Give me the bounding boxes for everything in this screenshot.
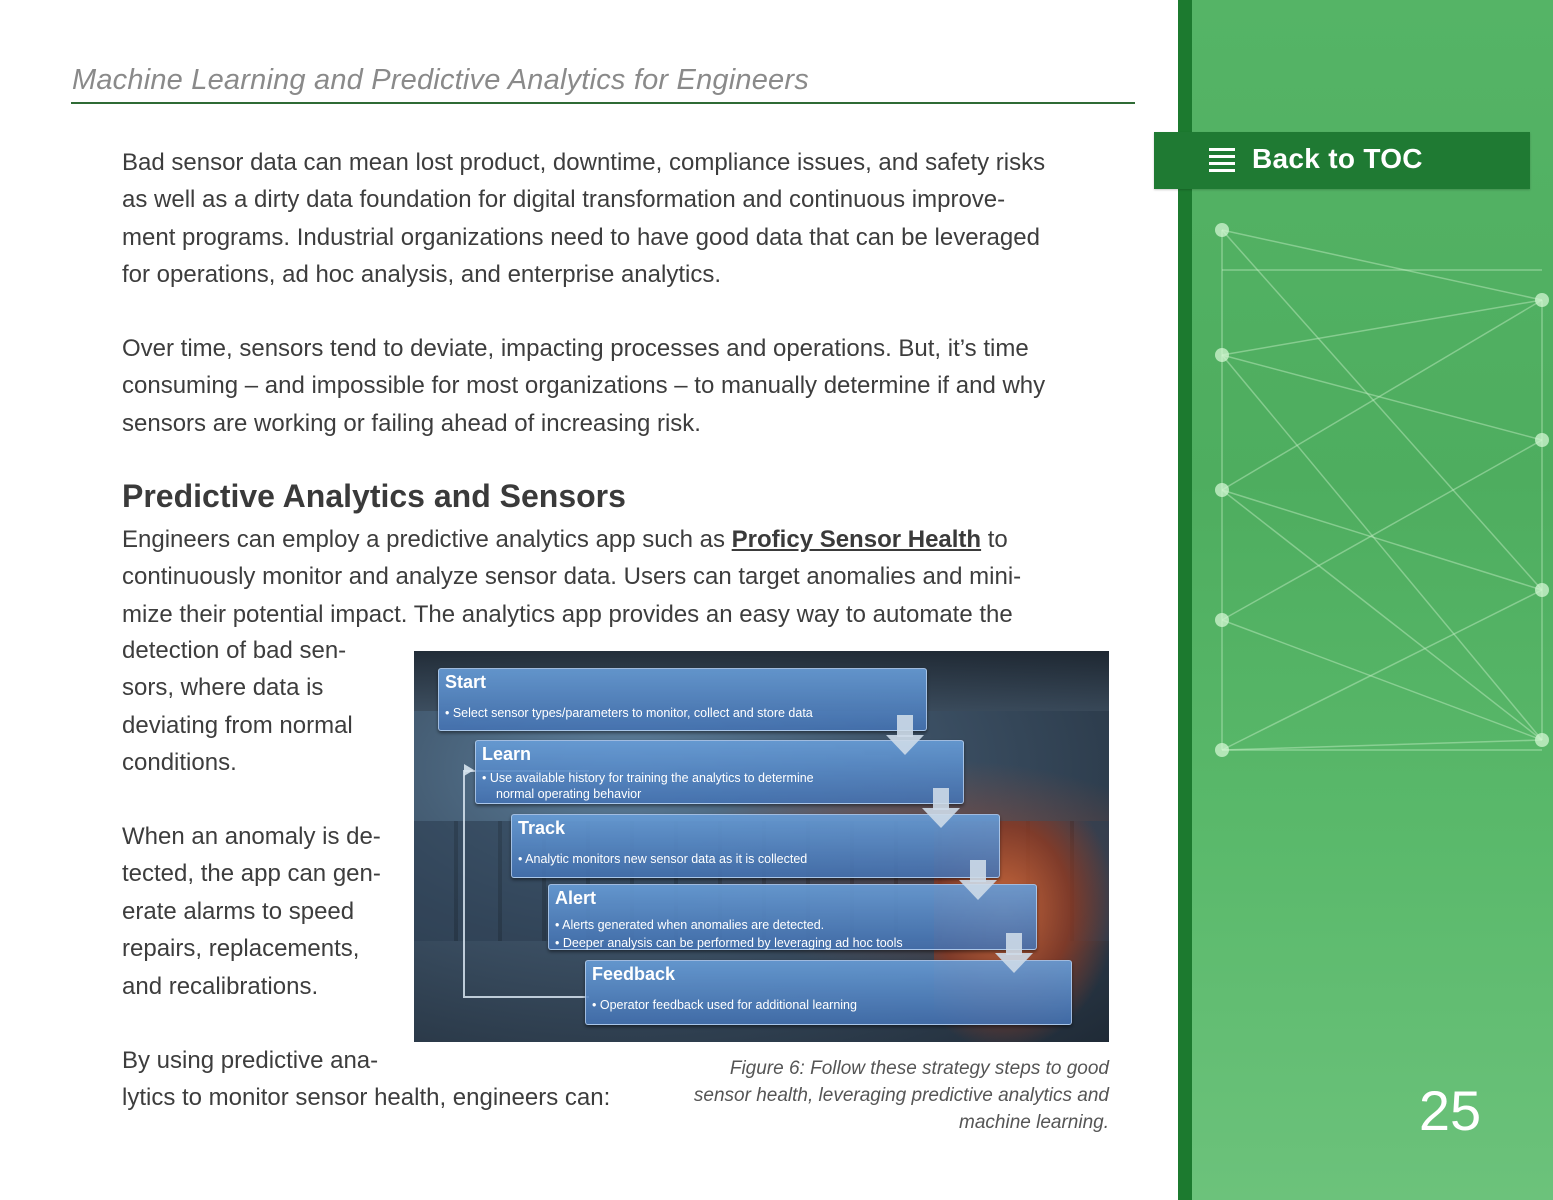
text-line: for operations, ad hoc analysis, and enterprise analytics. <box>122 261 722 289</box>
page-number: 25 <box>1418 1079 1482 1142</box>
narrow-paragraph-2 <box>122 818 402 1005</box>
text-line: erate alarms to speed <box>122 897 355 925</box>
step-bullet: • Use available history for training the analytics to determine <box>482 771 814 785</box>
caption-line: machine learning. <box>959 1112 1109 1133</box>
step-title: Track <box>518 818 566 838</box>
back-to-toc-button[interactable] <box>1154 132 1530 189</box>
list-icon <box>1209 148 1235 172</box>
text-line: lytics to monitor sensor health, engineers can: <box>122 1084 611 1112</box>
text-line: continuously monitor and analyze sensor data. Users can target anomalies and mini- <box>122 563 1022 591</box>
text-line: ment programs. Industrial organizations need to have good data that can be leveraged <box>122 223 1040 251</box>
section-heading: Predictive Analytics and Sensors <box>122 478 626 514</box>
text-line: mize their potential impact. The analytics app provides an easy way to automate the <box>122 600 1013 628</box>
text-line: Over time, sensors tend to deviate, impacting processes and operations. But, it’s time <box>122 335 1029 362</box>
text-span: to <box>981 526 1008 553</box>
caption-line: sensor health, leveraging predictive analytics and <box>693 1085 1109 1106</box>
text-line: sensors are working or failing ahead of increasing risk. <box>122 409 701 437</box>
step-title: Alert <box>555 888 597 908</box>
paragraph-3 <box>122 521 1112 633</box>
narrow-paragraph-1 <box>122 632 402 782</box>
caption-line: Figure 6: Follow these strategy steps to good <box>729 1058 1109 1079</box>
proficy-sensor-health-link[interactable]: Proficy Sensor Health <box>731 526 982 553</box>
step-bullet: • Select sensor types/parameters to monitor, collect and store data <box>445 706 813 720</box>
text-line: tected, the app can gen- <box>122 860 381 888</box>
step-bullet: normal operating behavior <box>496 787 642 801</box>
text-line: sors, where data is <box>122 674 324 702</box>
text-line: deviating from normal <box>122 711 353 739</box>
text-line: consuming – and impossible for most organizations – to manually determine if and why <box>122 372 1046 400</box>
text-line: detection of bad sen- <box>122 637 347 664</box>
step-title: Start <box>445 672 487 692</box>
step-start <box>438 668 927 731</box>
back-to-toc-label: Back to TOC <box>1252 143 1423 174</box>
step-title: Learn <box>482 744 532 764</box>
text-line: When an anomaly is de- <box>122 823 381 850</box>
step-bullet: • Deeper analysis can be performed by leveraging ad hoc tools <box>555 936 903 950</box>
text-line <box>122 521 1112 558</box>
text-line: repairs, replacements, <box>122 935 360 963</box>
text-line: conditions. <box>122 749 237 777</box>
text-line: and recalibrations. <box>122 972 319 1000</box>
header-rule <box>71 102 1135 104</box>
step-bullet: • Operator feedback used for additional learning <box>592 998 857 1012</box>
strategy-figure <box>414 651 1109 1042</box>
step-title: Feedback <box>592 964 676 984</box>
loop-arrow-icon <box>464 764 474 776</box>
text-span: Engineers can employ a predictive analytics app such as <box>122 526 732 553</box>
running-title: Machine Learning and Predictive Analytics for Engineers <box>72 64 809 96</box>
text-line: as well as a dirty data foundation for digital transformation and continuous improve- <box>122 186 1006 214</box>
paragraph-1 <box>122 144 1112 294</box>
text-line: Bad sensor data can mean lost product, downtime, compliance issues, and safety risks <box>122 149 1046 176</box>
narrow-paragraph-3 <box>122 1042 682 1117</box>
network-graphic <box>1192 190 1553 790</box>
text-line: By using predictive ana- <box>122 1047 379 1074</box>
step-bullet: • Analytic monitors new sensor data as it is collected <box>518 852 808 866</box>
paragraph-2 <box>122 330 1112 442</box>
figure-caption <box>660 1055 1109 1136</box>
step-bullet: • Alerts generated when anomalies are detected. <box>555 918 825 932</box>
